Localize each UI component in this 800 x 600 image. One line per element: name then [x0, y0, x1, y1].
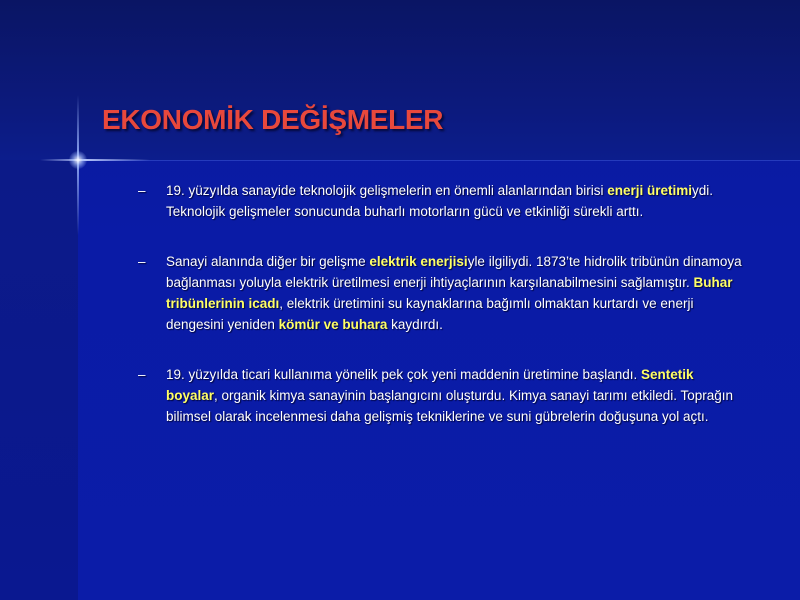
- bullet-item-energy: [138, 180, 743, 222]
- sparkle-icon: [69, 151, 87, 169]
- item-text: Sanayi alanında diğer bir gelişme: [166, 254, 370, 269]
- item-text: kaydırdı.: [387, 317, 443, 332]
- left-band: [0, 160, 78, 600]
- bullet-item-chemistry: [138, 364, 743, 427]
- item-text: , organik kimya sanayinin başlangıcını oluşturdu. Kimya sanayi tarımı etkiledi. Toprağın bilimsel olarak incelenmesi daha gelişmiş tekniklerine ve suni gübrelerin doğuşuna yol açtı.: [166, 388, 734, 424]
- bullet-item-electricity: [138, 251, 743, 335]
- bullet-dash-icon: –: [138, 254, 146, 269]
- highlight-term: Buhar tribünlerinin icadı: [166, 275, 733, 311]
- slide-title: EKONOMİK DEĞİŞMELER: [102, 104, 444, 135]
- highlight-term: enerji üretimi: [607, 183, 693, 198]
- highlight-term: Sentetik boyalar: [166, 367, 694, 403]
- highlight-term: elektrik enerjisi: [369, 254, 468, 269]
- horizontal-accent-line: [40, 159, 150, 161]
- bullet-dash-icon: –: [138, 367, 146, 382]
- item-text: 19. yüzyılda sanayide teknolojik gelişmelerin en önemli alanlarından birisi: [166, 183, 608, 198]
- header-divider: [78, 160, 800, 161]
- header-band: [0, 0, 800, 160]
- bullet-list: [138, 180, 743, 427]
- item-text: yle ilgiliydi. 1873’te hidrolik tribünün dinamoya bağlanması yoluyla elektrik üretilmesi enerji ihtiyaçlarının karşılanabilmesini sağlamıştır.: [166, 254, 742, 290]
- item-text: ydi. Teknolojik gelişmeler sonucunda buharlı motorların gücü ve etkinliği sürekli arttı.: [166, 183, 714, 219]
- bullet-dash-icon: –: [138, 183, 146, 198]
- highlight-term: kömür ve buhara: [278, 317, 388, 332]
- item-text: , elektrik üretimini su kaynaklarına bağımlı olmaktan kurtardı ve enerji dengesini yeniden: [166, 296, 694, 332]
- item-text: 19. yüzyılda ticari kullanıma yönelik pek çok yeni maddenin üretimine başlandı.: [166, 367, 641, 382]
